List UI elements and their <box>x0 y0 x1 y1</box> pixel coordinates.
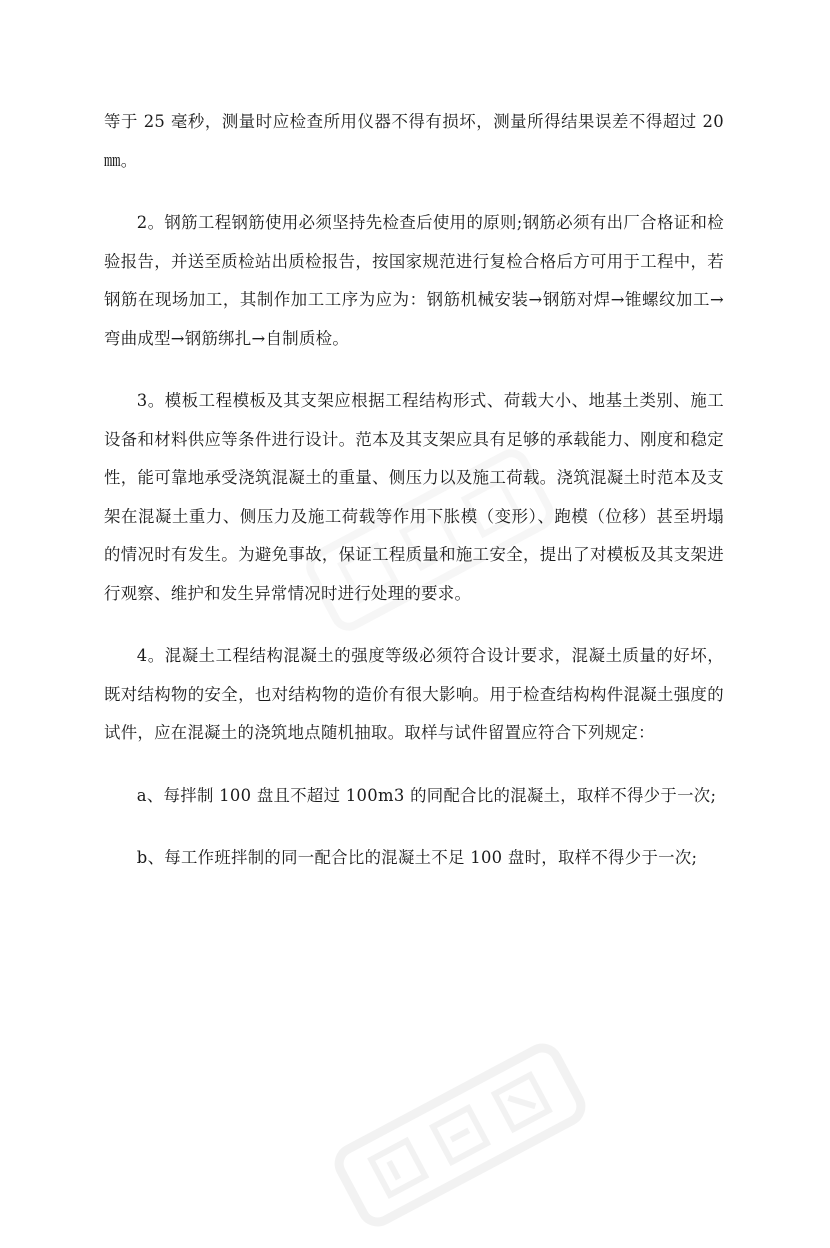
paragraph-concrete: 4。混凝土工程结构混凝土的强度等级必须符合设计要求，混凝土质量的好坏，既对结构物的安全，也对结构物的造价有很大影响。用于检查结构构件混凝土强度的试件，应在混凝土的浇筑地点随机抽取。取样与试件留置应符合下列规定： <box>104 646 724 742</box>
list-item-b: b、每工作班拌制的同一配合比的混凝土不足 100 盘时，取样不得少于一次; <box>136 848 698 867</box>
paragraph-continuation: 等于 25 毫秒，测量时应检查所用仪器不得有损坏，测量所得结果误差不得超过 20㎜。 <box>104 112 724 170</box>
paragraph-rebar: 2。钢筋工程钢筋使用必须坚持先检查后使用的原则;钢筋必须有出厂合格证和检验报告，并送至质检站出质检报告，按国家规范进行复检合格后方可用于工程中，若钢筋在现场加工，其制作加工工序为应为：钢筋机械安装→钢筋对焊→锥螺纹加工→弯曲成型→钢筋绑扎→自制质检。 <box>104 213 724 348</box>
watermark-bottom <box>319 1025 600 1244</box>
document-body <box>104 103 724 902</box>
list-item-a: a、每拌制 100 盘且不超过 100m3 的同配合比的混凝土，取样不得少于一次; <box>136 785 717 805</box>
paragraph-formwork: 3。模板工程模板及其支架应根据工程结构形式、荷载大小、地基土类别、施工设备和材料供应等条件进行设计。范本及其支架应具有足够的承载能力、刚度和稳定性，能可靠地承受浇筑混凝土的重量、侧压力以及施工荷载。浇筑混凝土时范本及支架在混凝土重力、侧压力及施工荷载等作用下胀模（变形）、跑模（位移）甚至坍塌的情况时有发生。为避免事故，保证工程质量和施工安全，提出了对模板及其支架进行观察、维护和发生异常情况时进行处理的要求。 <box>104 391 724 603</box>
watermark-stamp-icon <box>319 1025 600 1244</box>
